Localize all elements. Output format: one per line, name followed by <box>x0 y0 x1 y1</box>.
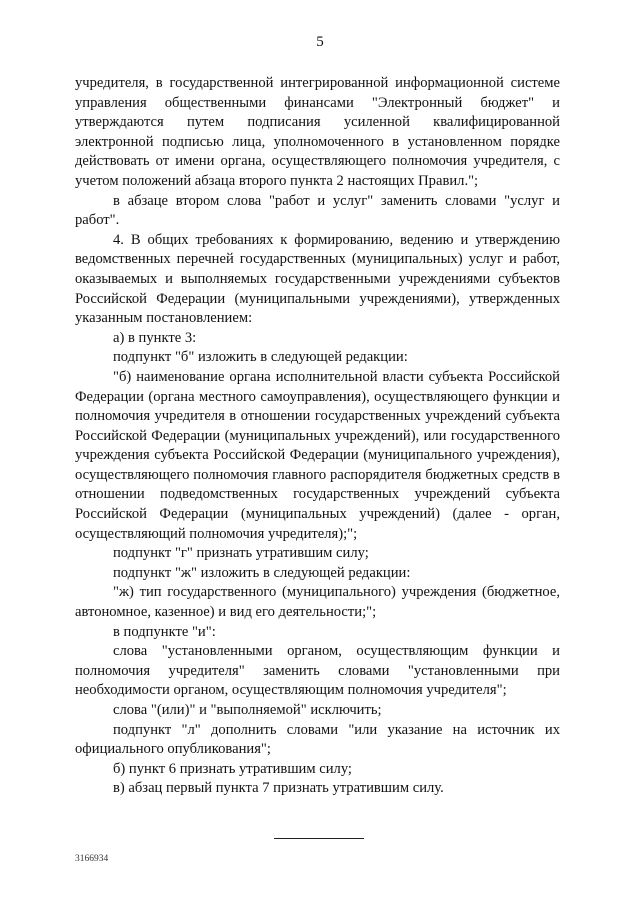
paragraph: а) в пункте 3: <box>113 329 197 346</box>
page-number: 5 <box>316 34 324 50</box>
paragraph-quote-b: "б) наименование органа исполнительной власти субъекта Российской Федерации (органа местного самоуправления), осуществляющего функции и полномочия учредителя в отношении государственных учреждений субъекта Российской Федерации (муниципальных учреждений), или государственного учреждения субъекта Российской Федерации (муниципального учреждения), осуществляющего полномочия главного распорядителя бюджетных средств в отношении подведомственных государственных учреждений субъекта Российской Федерации (муниципальных учреждений) (далее - орган, осуществляющий полномочия учредителя);"; <box>75 368 560 542</box>
paragraph: в абзаце втором слова "работ и услуг" заменить словами "услуг и работ". <box>75 192 560 229</box>
paragraph: подпункт "б" изложить в следующей редакции: <box>113 349 408 366</box>
paragraph: подпункт "ж" изложить в следующей редакции: <box>113 564 411 581</box>
paragraph: слова "установленными органом, осуществляющим функции и полномочия учредителя" заменить словами "установленными при необходимости органом, осуществляющим полномочия учредителя"; <box>75 643 560 699</box>
paragraph: слова "(или)" и "выполняемой" исключить; <box>113 702 382 718</box>
paragraph-continuation: учредителя, в государственной интегрированной информационной системе управления общественными финансами "Электронный бюджет" и утверждаются путем подписания усиленной квалифицированной электронной подписью лица, уполномоченного в установленном порядке действовать от имени органа, осуществляющего полномочия учредителя, с учетом положений абзаца второго пункта 2 настоящих Правил."; <box>75 75 560 189</box>
paragraph-quote-zh: "ж) тип государственного (муниципального) учреждения (бюджетное, автономное, казенное) и вид его деятельности;"; <box>75 584 560 621</box>
document-code: 3166934 <box>75 854 109 864</box>
paragraph: подпункт "л" дополнить словами "или указание на источник их официального опубликования"; <box>75 721 560 758</box>
paragraph: в) абзац первый пункта 7 признать утратившим силу. <box>113 780 444 797</box>
paragraph-item-4: 4. В общих требованиях к формированию, ведению и утверждению ведомственных перечней государственных (муниципальных) услуг и работ, оказываемых и выполняемых государственными учреждениями субъектов Российской Федерации (муниципальными учреждениями), утвержденных указанным постановлением: <box>75 231 560 327</box>
paragraph: б) пункт 6 признать утратившим силу; <box>113 760 352 777</box>
footer-divider <box>274 838 364 839</box>
paragraph: подпункт "г" признать утратившим силу; <box>113 545 369 562</box>
paragraph: в подпункте "и": <box>113 623 216 640</box>
document-body <box>75 74 560 799</box>
